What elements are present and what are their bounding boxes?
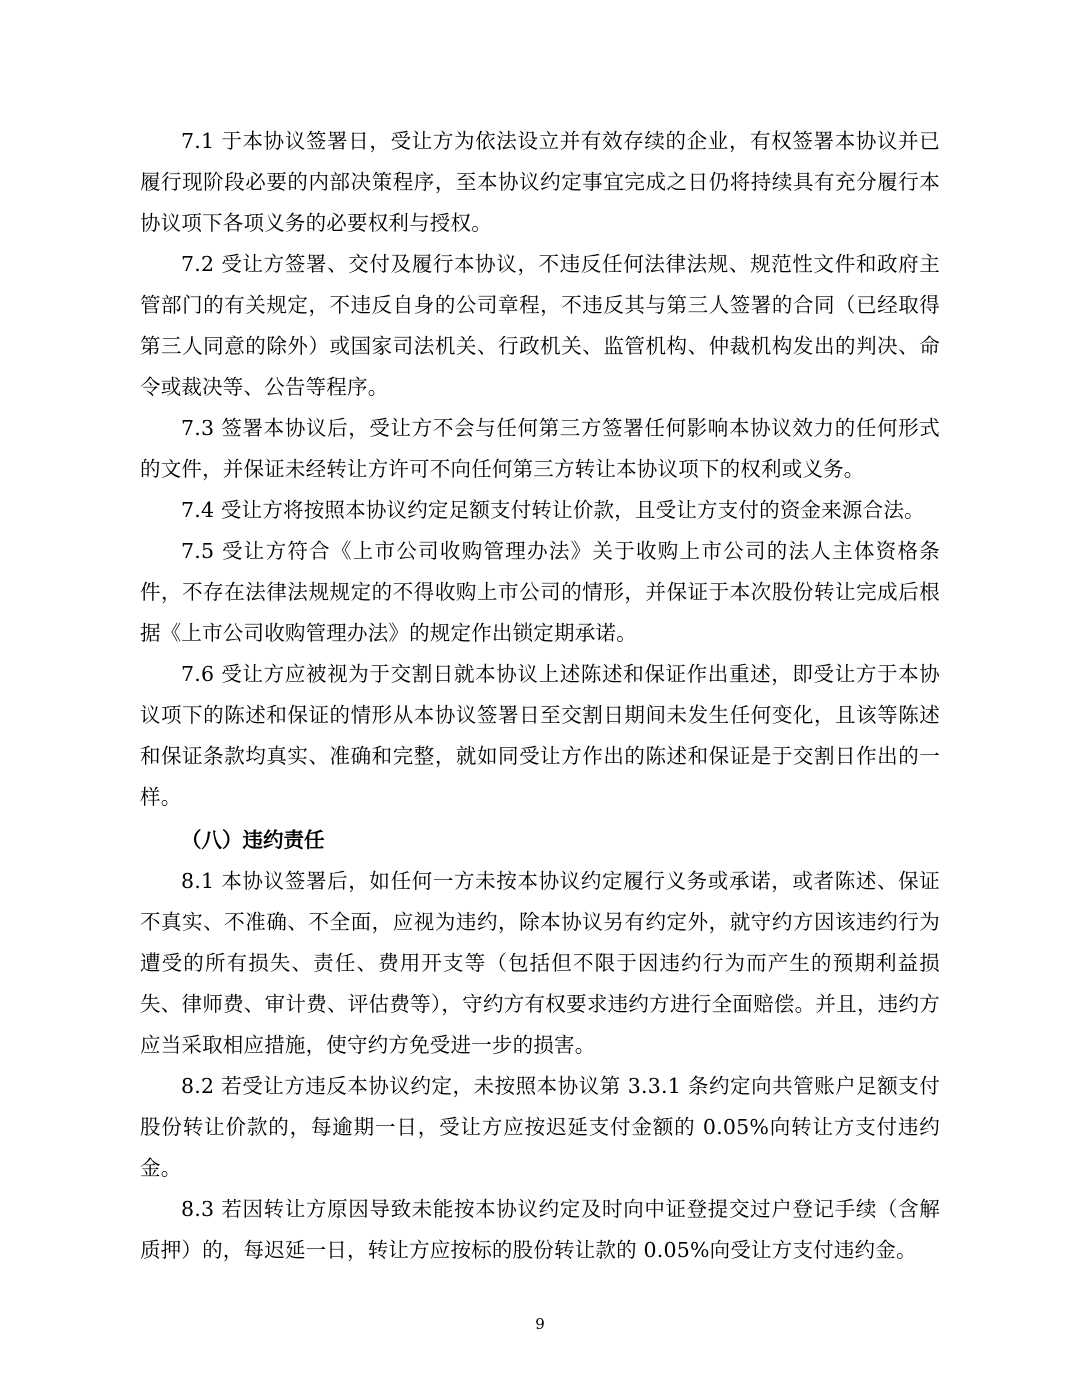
clause-7-6: 7.6 受让方应被视为于交割日就本协议上述陈述和保证作出重述，即受让方于本协议项下的陈述和保证的情形从本协议签署日至交割日期间未发生任何变化，且该等陈述和保证条款均真实、准确和完整，就如同受让方作出的陈述和保证是于交割日作出的一样。 (140, 662, 940, 809)
clause-7-4: 7.4 受让方将按照本协议约定足额支付转让价款，且受让方支付的资金来源合法。 (181, 498, 925, 522)
clause-7-5: 7.5 受让方符合《上市公司收购管理办法》关于收购上市公司的法人主体资格条件，不存在法律法规规定的不得收购上市公司的情形，并保证于本次股份转让完成后根据《上市公司收购管理办法》的规定作出锁定期承诺。 (140, 539, 940, 645)
section-8-heading: （八）违约责任 (181, 828, 325, 852)
page-content (140, 121, 940, 1271)
clause-7-2: 7.2 受让方签署、交付及履行本协议，不违反任何法律法规、规范性文件和政府主管部门的有关规定，不违反自身的公司章程，不违反其与第三人签署的合同（已经取得第三人同意的除外）或国家司法机关、行政机关、监管机构、仲裁机构发出的判决、命令或裁决等、公告等程序。 (140, 252, 940, 399)
clause-8-2: 8.2 若受让方违反本协议约定，未按照本协议第 3.3.1 条约定向共管账户足额支付股份转让价款的，每逾期一日，受让方应按迟延支付金额的 0.05%向转让方支付违约金。 (140, 1074, 940, 1180)
clause-8-3: 8.3 若因转让方原因导致未能按本协议约定及时向中证登提交过户登记手续（含解质押）的，每迟延一日，转让方应按标的股份转让款的 0.05%向受让方支付违约金。 (140, 1197, 940, 1262)
page-number: 9 (535, 1315, 545, 1333)
clause-8-1: 8.1 本协议签署后，如任何一方未按本协议约定履行义务或承诺，或者陈述、保证不真实、不准确、不全面，应视为违约，除本协议另有约定外，就守约方因该违约行为遭受的所有损失、责任、费用开支等（包括但不限于因违约行为而产生的预期利益损失、律师费、审计费、评估费等），守约方有权要求违约方进行全面赔偿。并且，违约方应当采取相应措施，使守约方免受进一步的损害。 (140, 869, 940, 1057)
clause-7-1: 7.1 于本协议签署日，受让方为依法设立并有效存续的企业，有权签署本协议并已履行现阶段必要的内部决策程序，至本协议约定事宜完成之日仍将持续具有充分履行本协议项下各项义务的必要权利与授权。 (140, 129, 940, 235)
clause-7-3: 7.3 签署本协议后，受让方不会与任何第三方签署任何影响本协议效力的任何形式的文件，并保证未经转让方许可不向任何第三方转让本协议项下的权利或义务。 (140, 416, 940, 481)
